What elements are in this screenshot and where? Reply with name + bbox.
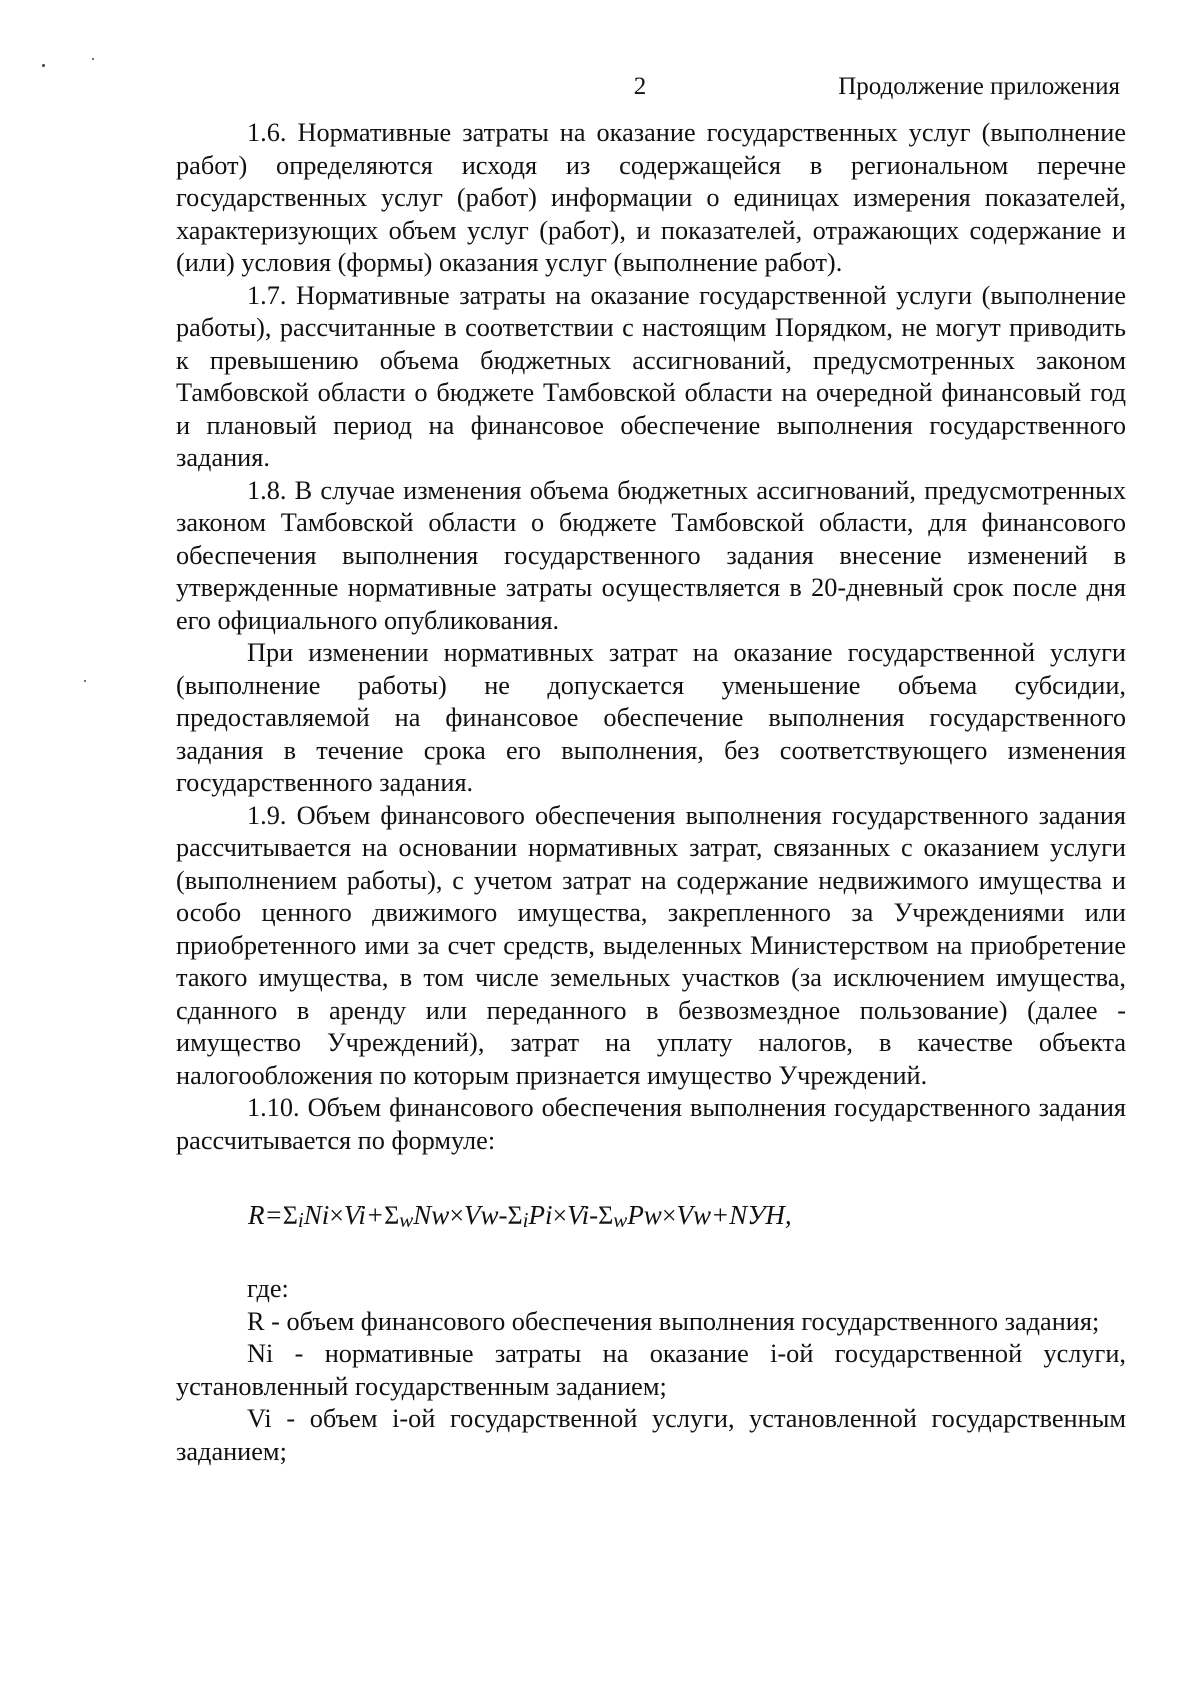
scan-speck (92, 58, 94, 60)
where-label: где: (247, 1274, 289, 1303)
scan-speck (42, 64, 45, 67)
definition-r: R - объем финансового обеспечения выполнения государственного задания; (247, 1306, 1100, 1336)
paragraph-subsidy: При изменении нормативных затрат на оказание государственной услуги (выполнение работы) не допускается уменьшение объема субсидии, предоставляемой на финансовое обеспечение выполнения государственного задания в течение срока его выполнения, без соответствующего изменения государственного задания. (176, 638, 1126, 797)
page-number: 2 (633, 73, 647, 100)
paragraph-1-8: 1.8. В случае изменения объема бюджетных ассигнований, предусмотренных законом Тамбовской области о бюджете Тамбовской области, для финансового обеспечения выполнения государственного задания внесение изменений в утвержденные нормативные затраты осуществляется в 20-дневный срок после дня его официального опубликования. (176, 475, 1126, 635)
definition-vi: Vi - объем i-ой государственной услуги, установленной государственным заданием; (176, 1404, 1126, 1466)
paragraph-1-10: 1.10. Объем финансового обеспечения выполнения государственного задания рассчитывается по формуле: (176, 1093, 1126, 1155)
header-note: Продолжение приложения (838, 73, 1120, 100)
formula: R=ΣiNi×Vi+ΣwNw×Vw-ΣiPi×Vi-ΣwPw×Vw+NУН, (248, 1200, 792, 1232)
paragraph-1-6: 1.6. Нормативные затраты на оказание государственных услуг (выполнение работ) определяются исходя из содержащейся в региональном перечне государственных услуг (работ) информации о единицах измерения показателей, характеризующих объем услуг (работ), и показателей, отражающих содержание и (или) условия (формы) оказания услуг (выполнение работ). (176, 118, 1126, 277)
paragraph-1-7: 1.7. Нормативные затраты на оказание государственной услуги (выполнение работы), рассчитанные в соответствии с настоящим Порядком, не могут приводить к превышению объема бюджетных ассигнований, предусмотренных законом Тамбовской области о бюджете Тамбовской области на очередной финансовый год и плановый период на финансовое обеспечение выполнения государственного задания. (176, 280, 1126, 472)
definition-ni: Ni - нормативные затраты на оказание i-ой государственной услуги, установленный государственным заданием; (176, 1339, 1126, 1401)
paragraph-1-9: 1.9. Объем финансового обеспечения выполнения государственного задания рассчитывается на основании нормативных затрат, связанных с оказанием услуги (выполнением работы), с учетом затрат на содержание недвижимого имущества и особо ценного движимого имущества, закрепленного за Учреждениями или приобретенного ими за счет средств, выделенных Министерством на приобретение такого имущества, в том числе земельных участков (за исключением имущества, сданного в аренду или переданного в безвозмездное пользование) (далее - имущество Учреждений), затрат на уплату налогов, в качестве объекта налогообложения по которым признается имущество Учреждений. (176, 800, 1126, 1090)
scan-speck (84, 680, 86, 682)
body-text (176, 117, 1126, 1468)
